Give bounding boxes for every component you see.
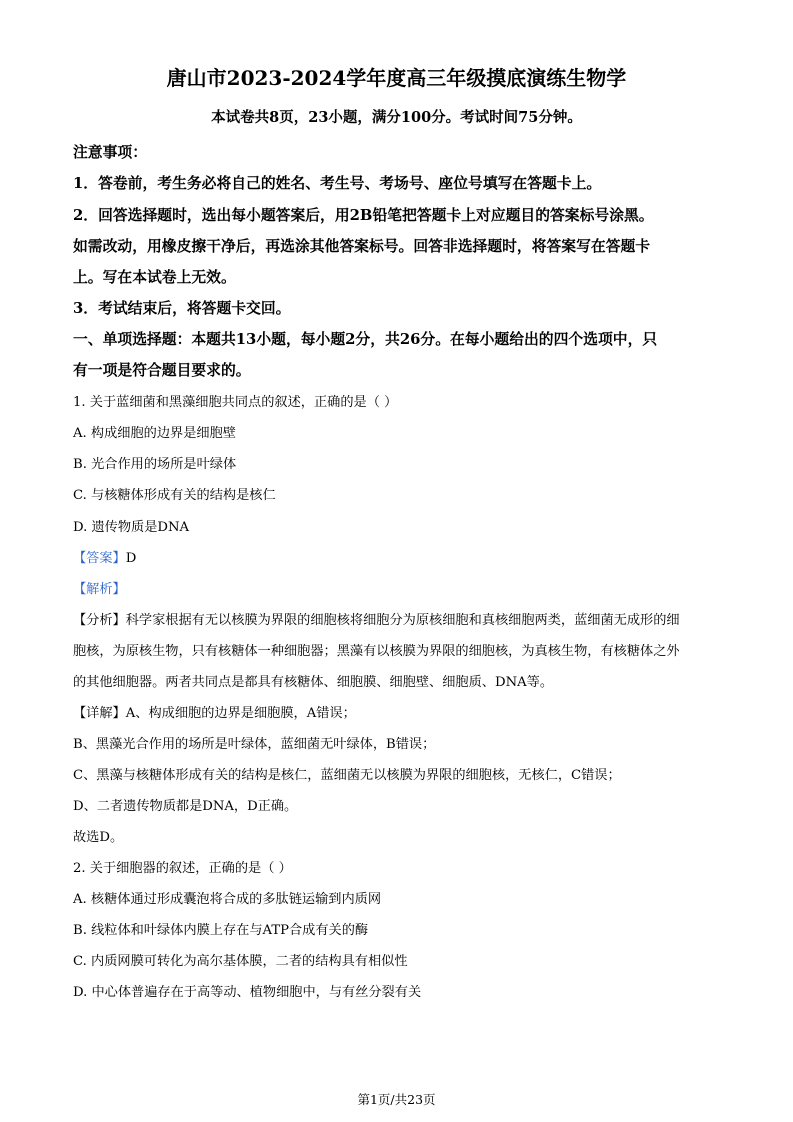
xiangjie-label: 【详解】 bbox=[73, 706, 126, 721]
analysis-fenxi-line-1 bbox=[73, 609, 680, 628]
question-1-option-a: A. 构成细胞的边界是细胞壁 bbox=[73, 426, 236, 441]
notice-item-2-line-2: 如需改动，用橡皮擦干净后，再选涂其他答案标号。回答非选择题时，将答案写在答题卡 bbox=[73, 238, 651, 255]
analysis-label: 【解析】 bbox=[73, 582, 126, 597]
detail-line-a bbox=[73, 702, 356, 721]
page-title: 唐山市2023-2024学年度高三年级摸底演练生物学 bbox=[166, 66, 627, 90]
notice-item-1: 1．答卷前，考生务必将自己的姓名、考生号、考场号、座位号填写在答题卡上。 bbox=[73, 175, 602, 192]
section-heading-line-2: 有一项是符合题目要求的。 bbox=[73, 362, 251, 379]
fenxi-label: 【分析】 bbox=[73, 613, 126, 628]
answer-label: 【答案】 bbox=[73, 551, 126, 566]
analysis-fenxi-line-2: 胞核，为原核生物，只有核糖体一种细胞器；黑藻有以核膜为界限的细胞核，为真核生物，有核糖体之外 bbox=[73, 644, 680, 659]
detail-line-c: C、黑藻与核糖体形成有关的结构是核仁，蓝细菌无以核膜为界限的细胞核，无核仁，C错误； bbox=[73, 768, 621, 783]
question-2-option-c: C. 内质网膜可转化为高尔基体膜，二者的结构具有相似性 bbox=[73, 954, 408, 969]
question-1-option-b: B. 光合作用的场所是叶绿体 bbox=[73, 457, 237, 472]
section-heading-line-1: 一、单项选择题：本题共13小题，每小题2分，共26分。在每小题给出的四个选项中，只 bbox=[73, 331, 658, 348]
answer-value: D bbox=[125, 551, 137, 566]
fenxi-text-1: 科学家根据有无以核膜为界限的细胞核将细胞分为原核细胞和真核细胞两类，蓝细菌无成形的细 bbox=[125, 613, 680, 628]
analysis-fenxi-line-3: 的其他细胞器。两者共同点是都具有核糖体、细胞膜、细胞壁、细胞质、DNA等。 bbox=[73, 675, 554, 690]
question-1-option-c: C. 与核糖体形成有关的结构是核仁 bbox=[73, 488, 276, 503]
detail-line-b: B、黑藻光合作用的场所是叶绿体，蓝细菌无叶绿体，B错误； bbox=[73, 737, 436, 752]
detail-line-d: D、二者遗传物质都是DNA，D正确。 bbox=[73, 799, 298, 814]
notice-item-2-line-3: 上。写在本试卷上无效。 bbox=[73, 269, 236, 286]
exam-info: 本试卷共8页，23小题，满分100分。考试时间75分钟。 bbox=[211, 109, 582, 126]
notice-heading: 注意事项： bbox=[73, 144, 147, 161]
notice-item-2-line-1: 2．回答选择题时，选出每小题答案后，用2B铅笔把答题卡上对应题目的答案标号涂黑。 bbox=[73, 207, 654, 224]
question-2-option-d: D. 中心体普遍存在于高等动、植物细胞中，与有丝分裂有关 bbox=[73, 985, 422, 1000]
question-2-option-b: B. 线粒体和叶绿体内膜上存在与ATP合成有关的酶 bbox=[73, 923, 369, 938]
question-1-option-d: D. 遗传物质是DNA bbox=[73, 520, 190, 535]
question-1-conclusion: 故选D。 bbox=[73, 830, 124, 845]
page-number: 第1页/共23页 bbox=[357, 1092, 436, 1107]
answer-line bbox=[73, 547, 136, 566]
notice-item-3: 3．考试结束后，将答题卡交回。 bbox=[73, 300, 291, 317]
question-2-option-a: A. 核糖体通过形成囊泡将合成的多肽链运输到内质网 bbox=[73, 892, 382, 907]
question-1-stem: 1. 关于蓝细菌和黑藻细胞共同点的叙述，正确的是（ ） bbox=[73, 395, 398, 410]
xiangjie-text-a: A、构成细胞的边界是细胞膜，A错误； bbox=[125, 706, 356, 721]
question-2-stem: 2. 关于细胞器的叙述，正确的是（ ） bbox=[73, 861, 292, 876]
